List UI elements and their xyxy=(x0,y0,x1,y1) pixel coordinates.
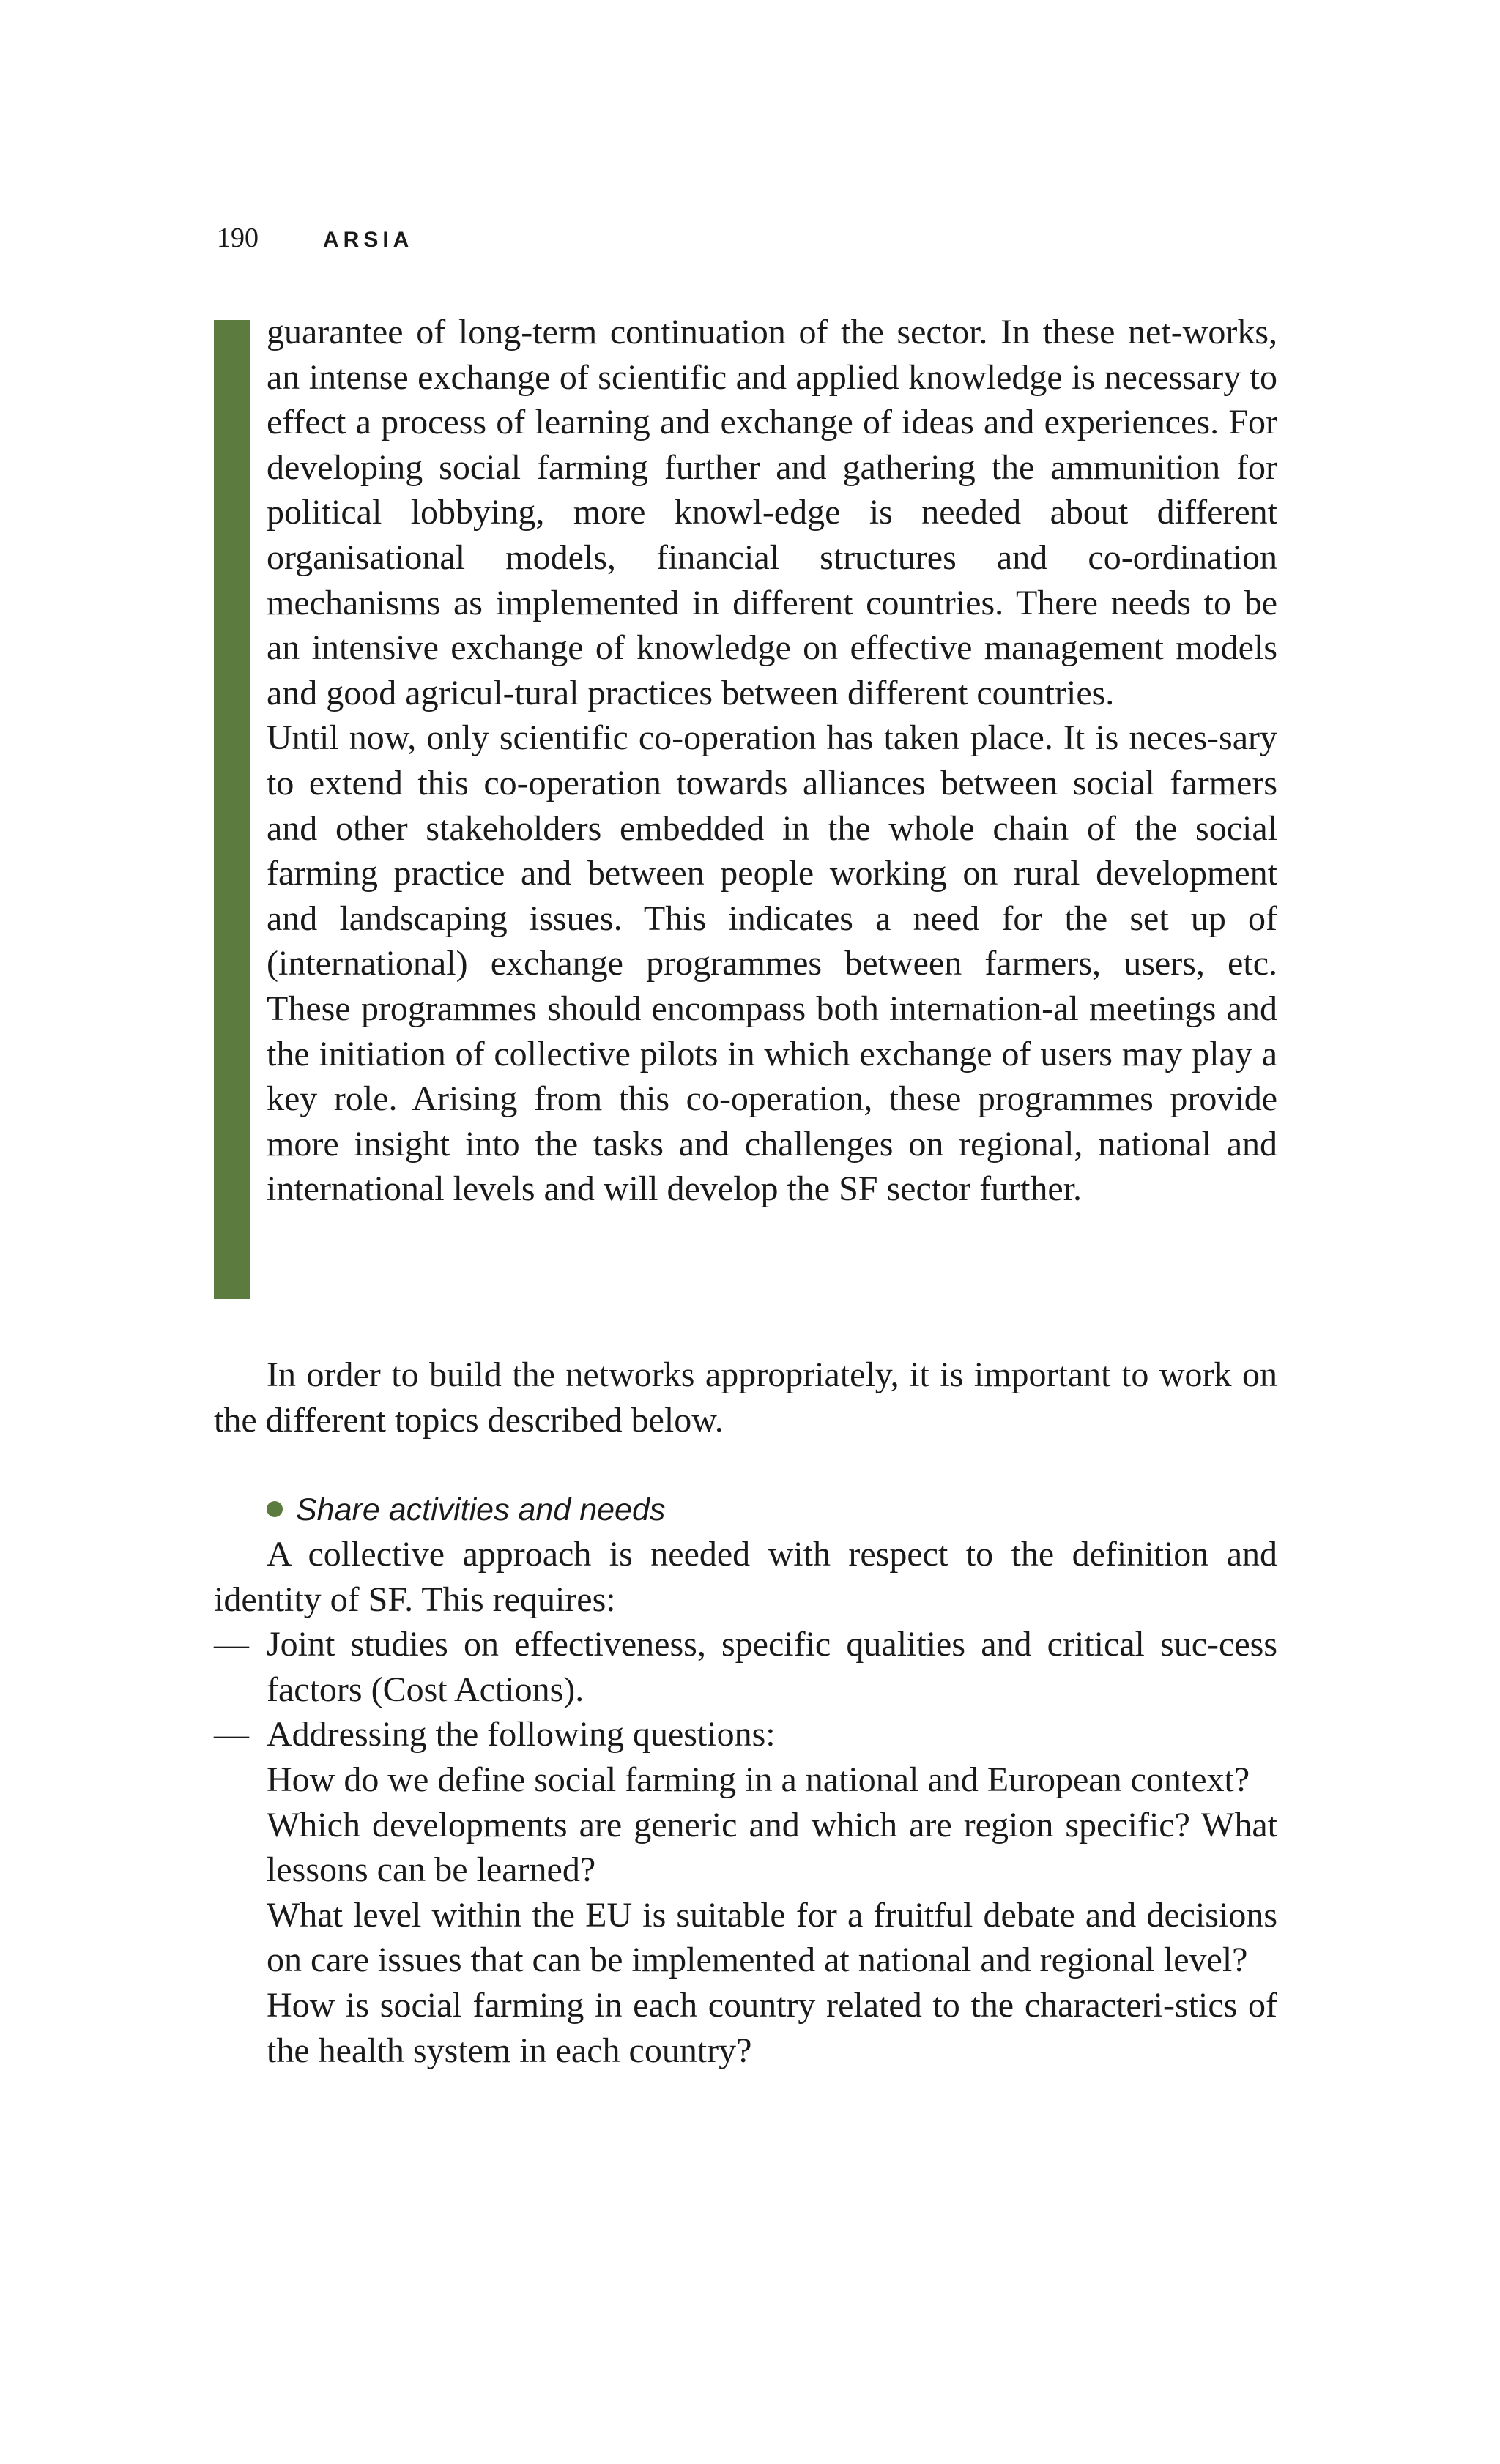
bullet-icon xyxy=(267,1501,283,1517)
question-item: Which developments are generic and which are region specific? What lessons can be learned? xyxy=(267,1805,1277,1890)
section-heading xyxy=(267,1489,1277,1530)
dash-item-text: Addressing the following questions: xyxy=(267,1715,776,1754)
dash-marker: — xyxy=(214,1715,249,1754)
section-heading-text: Share activities and needs xyxy=(296,1492,666,1527)
intro-paragraph: In order to build the networks appropriately, it is important to work on the different topics described below. xyxy=(214,1355,1277,1440)
highlight-bar xyxy=(214,320,250,1299)
dash-item-text: Joint studies on effectiveness, specific qualities and critical suc-cess factors (Cost Actions). xyxy=(267,1625,1277,1709)
box-paragraph: guarantee of long-term continuation of the sector. In these net-works, an intense exchange of scientific and applied knowledge is necessary to effect a process of learning and exchange of ideas and experiences. For developing social farming further and gathering the ammunition for political lobbying, more knowl-edge is needed about different organisational models, financial structures and co-ordination mechanisms as implemented in different countries. There needs to be an intensive exchange of knowledge on effective management models and good agricul-tural practices between different countries. xyxy=(267,313,1277,712)
page-number: 190 xyxy=(217,223,259,253)
dash-list-item xyxy=(214,1712,1277,1757)
dash-marker: — xyxy=(214,1625,249,1664)
section-lead: A collective approach is needed with respect to the definition and identity of SF. This requires: xyxy=(214,1535,1277,1619)
box-paragraph: Until now, only scientific co-operation has taken place. It is neces-sary to extend this co-operation towards alliances between social farmers and other stakeholders embedded in the whole chain of the social farming practice and between people working on rural development and landscaping issues. This indicates a need for the set up of (international) exchange programmes between farmers, users, etc. These programmes should encompass both internation-al meetings and the initiation of collective pilots in which exchange of users may play a key role. Arising from this co-operation, these programmes provide more insight into the tasks and challenges on regional, national and international levels and will develop the SF sector further. xyxy=(267,718,1277,1209)
running-head: ARSIA xyxy=(323,228,414,252)
question-item: How is social farming in each country related to the characteri-stics of the health system in each country? xyxy=(267,1985,1277,2070)
section-body xyxy=(214,1532,1277,2073)
question-item: What level within the EU is suitable for a fruitful debate and decisions on care issues that can be implemented at national and regional level? xyxy=(267,1895,1277,1980)
highlight-box-text xyxy=(267,310,1277,1212)
dash-list-item xyxy=(214,1622,1277,1712)
question-item: How do we define social farming in a national and European context? xyxy=(267,1760,1250,1799)
